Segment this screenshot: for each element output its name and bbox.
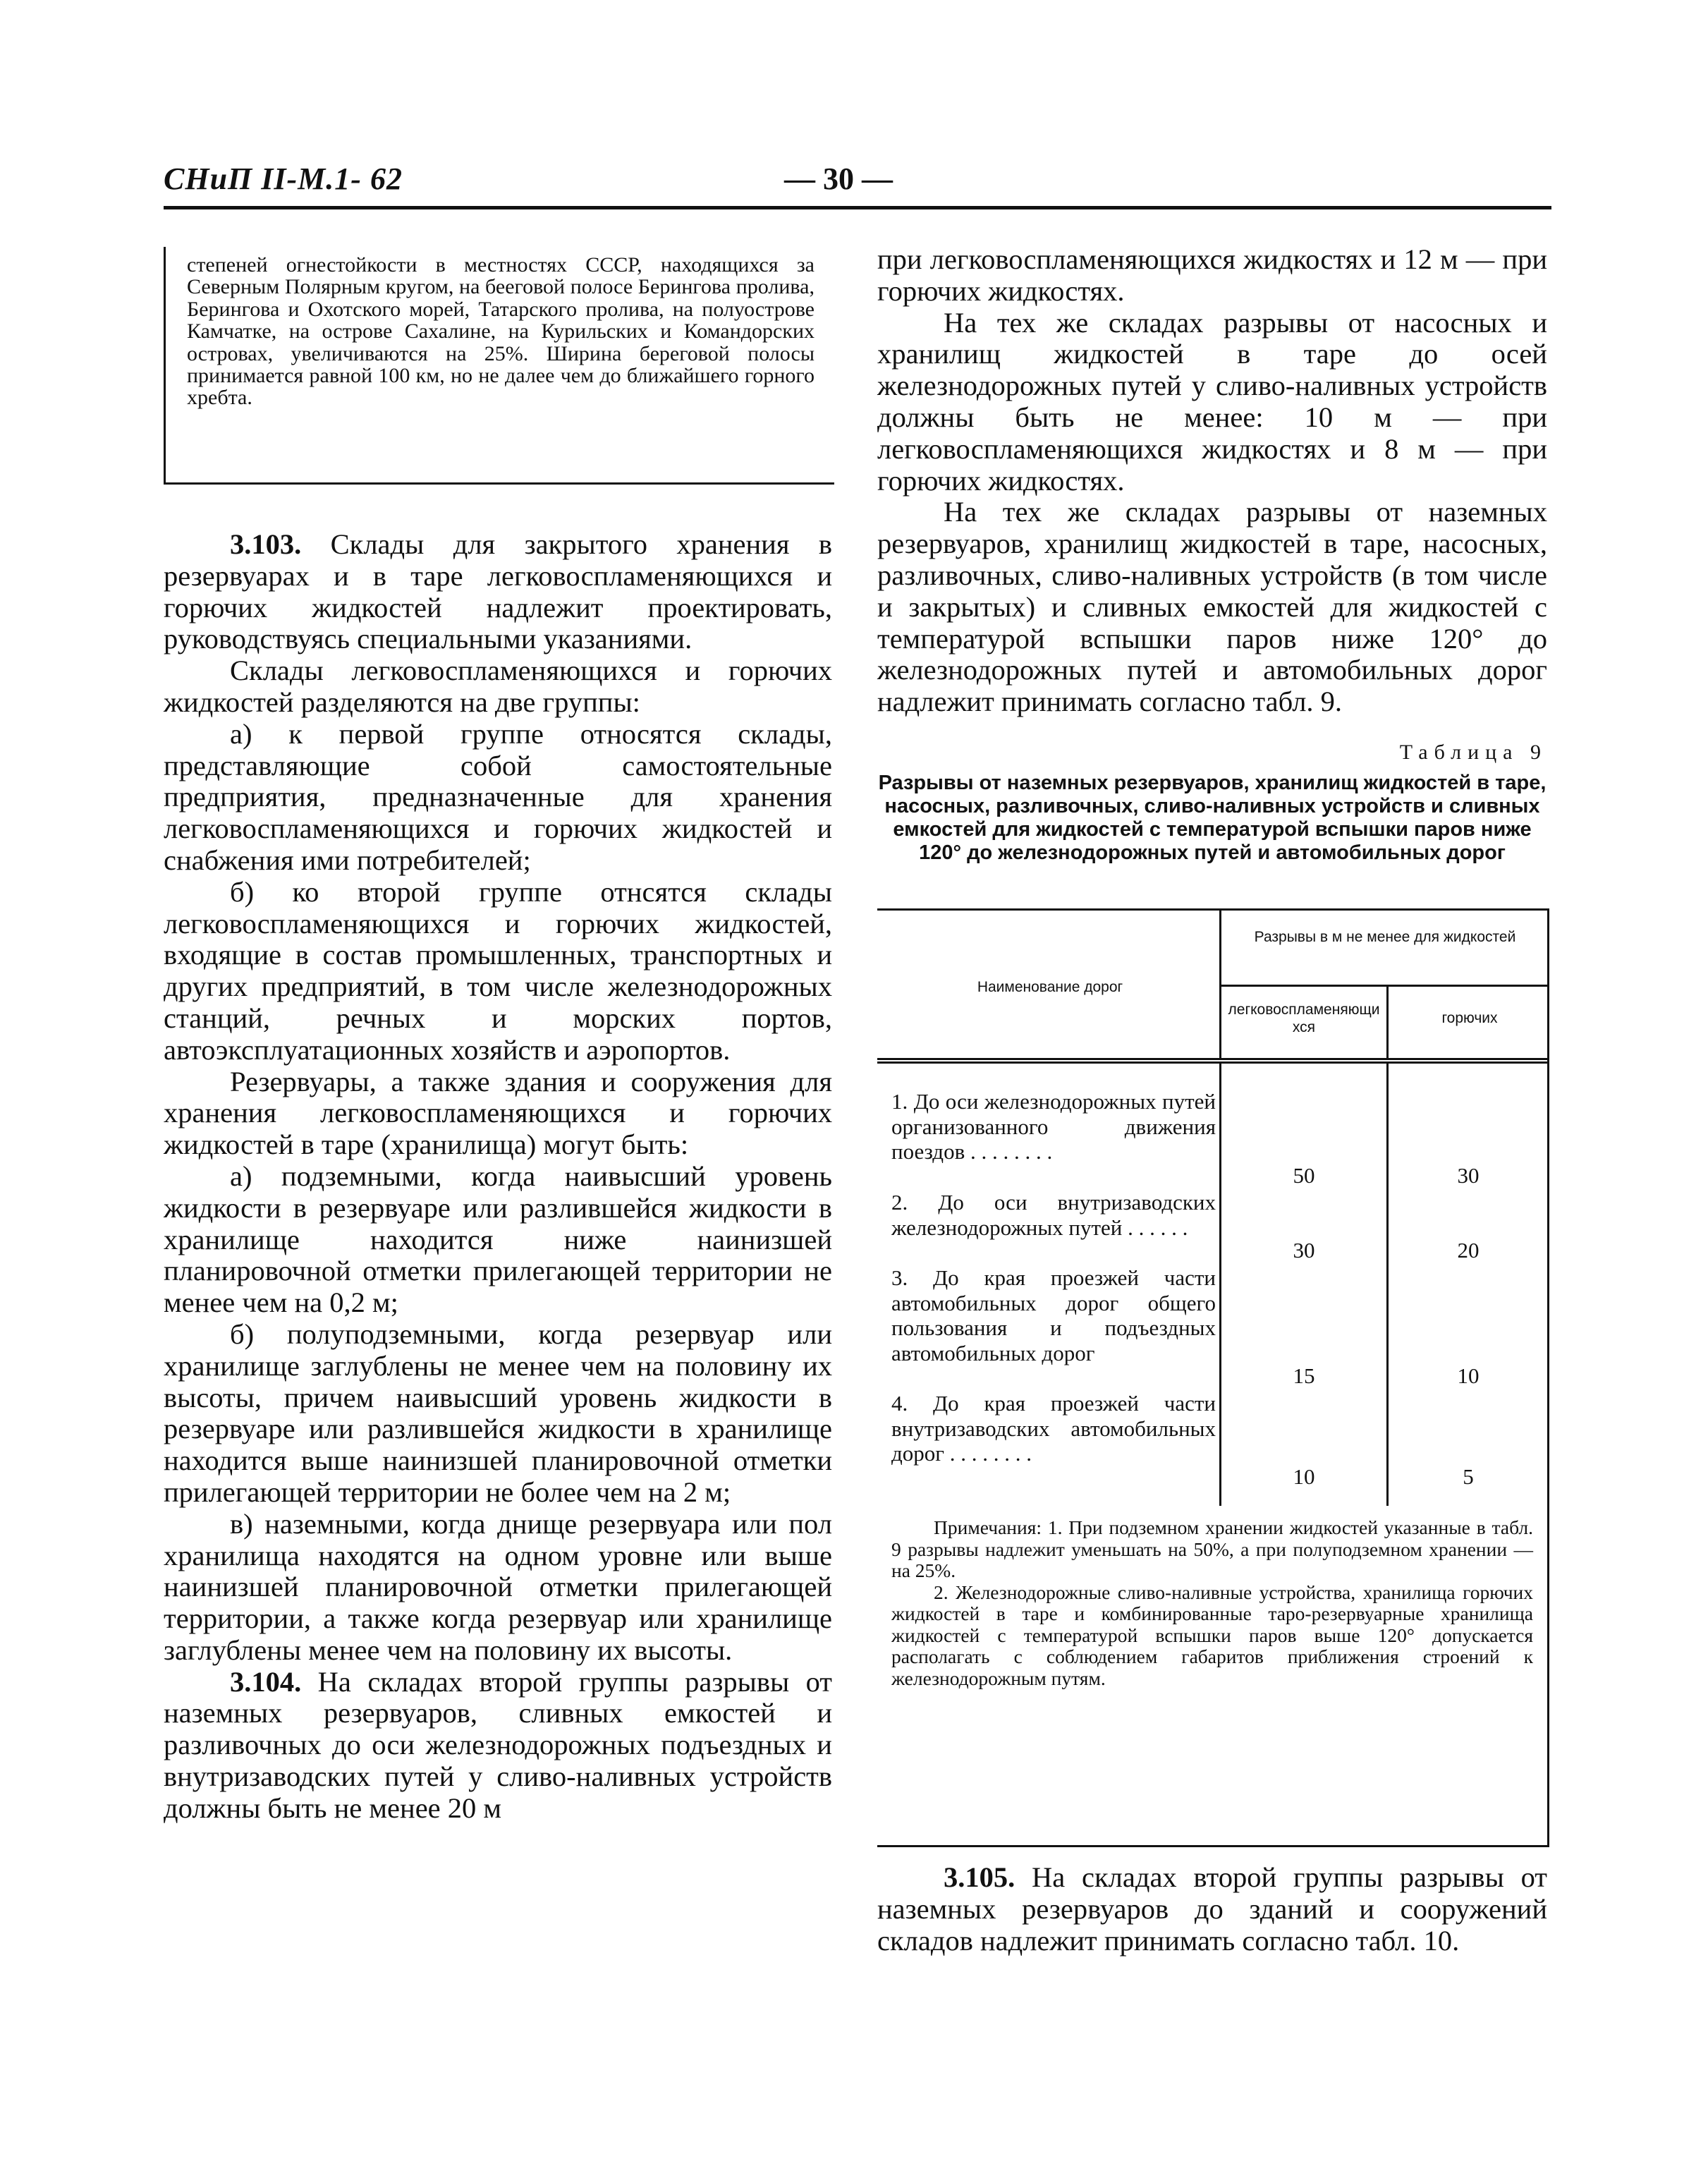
continued-note-text: степеней огнестойкости в местностях СССР, находящихся за Северным Полярным кругом, на бееговой полосе Берингова пролива, Берингова и Охотского морей, Татарского пролива, на полуострове Камчатке, на острове Сахалине, на Курильских и Командорских островах, увеличиваются на 25%. Ширина береговой полосы принимается равной 100 км, но не далее чем до ближайшего горного хребта. <box>187 253 815 410</box>
section-text: На складах второй группы разрывы от наземных резервуаров до зданий и сооружений складов надлежит принимать согласно табл. 10. <box>877 1861 1547 1957</box>
header-combustible: горючих <box>1441 1010 1498 1026</box>
table-caption: Таблица 9 <box>1399 741 1547 764</box>
paragraph-reservoirs: Резервуары, а также здания и сооружения для хранения легковоспламеняющихся и горючих жидкостей в таре (хранилища) могут быть: <box>164 1065 832 1161</box>
table-cell-combustible: 10 <box>1457 1363 1480 1388</box>
page-header <box>164 161 1551 210</box>
table-notes <box>891 1517 1533 1689</box>
section-3-104 <box>164 1667 832 1825</box>
table-row-name: 2. До оси внутризаводских железнодорожных путей . . . . . . <box>891 1190 1216 1240</box>
paragraph-semi-underground: б) полуподземными, когда резервуар или хранилище заглублены не менее чем на половину их высоты, причем наивысший уровень жидкости в резервуаре или разлившейся жидкости в хранилище находится выше наинизшей планировочной отметки прилегающей территории не более чем на 2 м; <box>164 1318 832 1508</box>
table-cell-flammable: 30 <box>1293 1238 1315 1263</box>
paragraph-pumping: На тех же складах разрывы от насосных и хранилищ жидкостей в таре до осей железнодорожных путей у сливо-наливных устройств должны быть не менее: 10 м — при легковоспламеняющихся жидкостях и 8 м — при горючих жидкостях. <box>877 306 1547 497</box>
left-column <box>164 529 832 1825</box>
table-cell-flammable: 50 <box>1293 1163 1315 1188</box>
section-3-103 <box>164 529 832 655</box>
table-vline <box>1386 1063 1389 1506</box>
page-number: — 30 — <box>784 162 893 196</box>
document-code: СНиП II-М.1- 62 <box>164 162 403 196</box>
table-cell-combustible: 30 <box>1457 1163 1480 1188</box>
paragraph-aboveground: в) наземными, когда днище резервуара или пол хранилища находятся на одном уровне или выше наинизшей планировочной отметки прилегающей территории, а также когда резервуар или хранилище заглублены менее чем на половину их высоты. <box>164 1507 832 1666</box>
paragraph-continuation: при легковоспламеняющихся жидкостях и 12 м — при горючих жидкостях. <box>877 243 1547 307</box>
table-note-2: 2. Железнодорожные сливо-наливные устройства, хранилища горючих жидкостей в таре и комбинированные таро-резервуарные хранилища жидкостей с температурой вспышки паров выше 120° допускается располагать с соблюдением габаритов приближения строений к железнодорожным путям. <box>891 1581 1533 1689</box>
right-column-bottom <box>877 1862 1547 1957</box>
table-header-rule <box>877 1058 1547 1060</box>
table-title: Разрывы от наземных резервуаров, хранилищ жидкостей в таре, насосных, разливочных, сливо-наливных устройств и сливных емкостей для жидкостей с температурой вспышки паров ниже 120° до железнодорожных путей и автомобильных дорог <box>878 772 1547 864</box>
right-column-top <box>877 244 1547 718</box>
header-rule <box>164 206 1551 209</box>
section-text: На складах второй группы разрывы от наземных резервуаров, сливных емкостей и разливочных до оси железнодорожных подъездных и внутризаводских путей у сливо-наливных устройств должны быть не менее 20 м <box>164 1665 832 1824</box>
paragraph-group-b: б) ко второй группе отнсятся склады легковоспламеняющихся и горючих жидкостей, входящие в состав промышленных, транспортных и других предприятий, в том числе железнодорожных станций, речных и морских портов, автоэксплуатационных хозяйств и аэропортов. <box>164 875 832 1066</box>
section-number: 3.105. <box>944 1861 1015 1893</box>
table-vline <box>1386 985 1389 1060</box>
table-cell-combustible: 5 <box>1463 1464 1474 1489</box>
header-road-name: Наименование дорог <box>977 979 1123 995</box>
table-cell-combustible: 20 <box>1457 1238 1480 1263</box>
continued-note-box <box>164 247 834 485</box>
paragraph-groups: Склады легковоспламеняющихся и горючих жидкостей разделяются на две группы: <box>164 655 832 718</box>
paragraph-group-a: а) к первой группе относятся склады, представляющие собой самостоятельные предприятия, предназначенные для хранения легковоспламеняющихся и горючих жидкостей и снабжения ими потребителей; <box>164 717 832 876</box>
table-hline <box>1219 985 1547 987</box>
table-vline <box>1219 1063 1221 1506</box>
section-number: 3.104. <box>230 1665 302 1698</box>
section-3-105 <box>877 1862 1547 1957</box>
paragraph-underground: а) подземными, когда наивысший уровень жидкости в резервуаре или разлившейся жидкости в хранилище находится ниже наинизшей планировочной отметки прилегающей территории не менее чем на 0,2 м; <box>164 1160 832 1319</box>
table-cell-flammable: 10 <box>1293 1464 1315 1489</box>
table-header-rule <box>877 1061 1547 1064</box>
table-row-name: 3. До края проезжей части автомобильных дорог общего пользования и подъездных автомобильных дорог <box>891 1265 1216 1365</box>
section-text: Склады для закрытого хранения в резервуарах и в таре легковоспламеняющихся и горючих жидкостей надлежит проектировать, руководствуясь специальными указаниями. <box>164 528 832 655</box>
header-flammable: легковоспламеняющихся <box>1228 1002 1380 1035</box>
section-number: 3.103. <box>230 528 302 560</box>
table-note-1: Примечания: 1. При подземном хранении жидкостей указанные в табл. 9 разрывы надлежит уменьшать на 50%, а при полуподземном хранении — на 25%. <box>891 1516 1533 1581</box>
table-row-name: 4. До края проезжей части внутризаводских автомобильных дорог . . . . . . . . <box>891 1391 1216 1466</box>
table-9 <box>877 908 1549 1847</box>
table-cell-flammable: 15 <box>1293 1363 1315 1388</box>
paragraph-distances: На тех же складах разрывы от наземных резервуаров, хранилищ жидкостей в таре, насосных, разливочных, сливо-наливных устройств (в том числе и закрытых) и сливных емкостей для жидкостей с температурой вспышки паров ниже 120° до железнодорожных путей и автомобильных дорог надлежит принимать согласно табл. 9. <box>877 496 1547 718</box>
table-row-name: 1. До оси железнодорожных путей организованного движения поездов . . . . . . . . <box>891 1089 1216 1164</box>
header-distance-group: Разрывы в м не менее для жидкостей <box>1254 929 1516 945</box>
